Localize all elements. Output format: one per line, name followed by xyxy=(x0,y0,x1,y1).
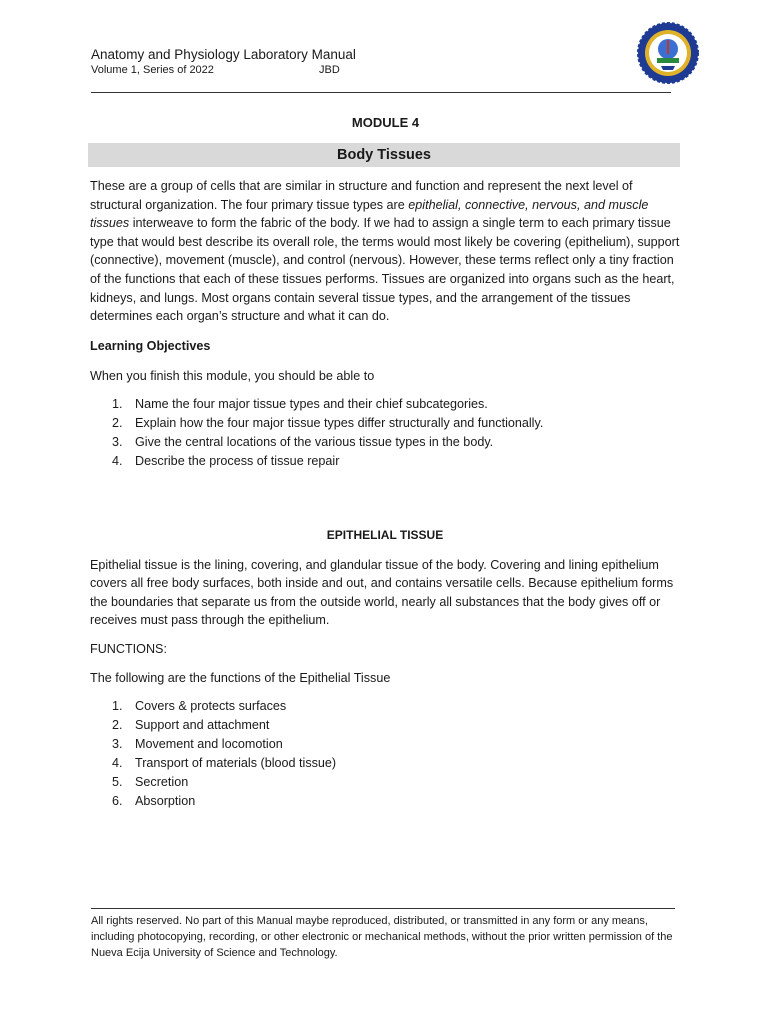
objective-item xyxy=(90,414,680,433)
volume-label: Volume 1, Series of 2022 xyxy=(91,64,214,76)
list-text: Transport of materials (blood tissue) xyxy=(135,756,337,771)
epithelial-paragraph: Epithelial tissue is the lining, covering, and glandular tissue of the body. Covering and lining epithelium covers all free body surfaces, both inside and out, and contains versatile cells. Because epithelium forms the boundaries that separate us from the outside world, nearly all substances that the body gives off or receives must pass through the epithelium. xyxy=(90,557,674,628)
header-rule xyxy=(91,92,671,93)
module-label: MODULE 4 xyxy=(351,115,420,130)
list-number: 5. xyxy=(112,775,123,790)
function-item xyxy=(90,735,680,754)
copyright-notice: All rights reserved. No part of this Manual maybe reproduced, distributed, or transmitted in any form or any means, including photocopying, recording, or other electronic or mechanical methods, without the prior written permission of the Nueva Ecija University of Science and Technology. xyxy=(91,915,673,959)
objectives-section xyxy=(90,337,680,471)
function-item xyxy=(90,754,680,773)
epithelial-heading: EPITHELIAL TISSUE xyxy=(326,528,444,542)
university-seal-icon xyxy=(637,22,699,84)
list-number: 3. xyxy=(112,435,123,450)
page-header xyxy=(91,46,691,77)
manual-title: Anatomy and Physiology Laboratory Manual xyxy=(91,47,356,62)
function-item xyxy=(90,773,680,792)
function-item xyxy=(90,792,680,811)
list-number: 1. xyxy=(112,397,123,412)
objectives-list xyxy=(90,395,680,471)
author-code: JBD xyxy=(319,64,340,76)
function-item xyxy=(90,716,680,735)
list-number: 4. xyxy=(112,756,123,771)
epithelial-section xyxy=(90,526,680,811)
objective-item xyxy=(90,452,680,471)
list-text: Absorption xyxy=(135,794,196,809)
objectives-heading: Learning Objectives xyxy=(90,339,211,353)
objective-item xyxy=(90,395,680,414)
list-number: 1. xyxy=(112,699,123,714)
volume-line xyxy=(91,63,351,77)
list-number: 2. xyxy=(112,718,123,733)
list-text: Explain how the four major tissue types differ structurally and functionally. xyxy=(135,416,544,431)
intro-section xyxy=(90,177,680,326)
function-item xyxy=(90,697,680,716)
section-title: Body Tissues xyxy=(88,143,680,167)
list-number: 2. xyxy=(112,416,123,431)
functions-lead: The following are the functions of the Epithelial Tissue xyxy=(90,670,391,685)
list-number: 6. xyxy=(112,794,123,809)
list-text: Support and attachment xyxy=(135,718,270,733)
functions-list xyxy=(90,697,680,811)
list-text: Name the four major tissue types and their chief subcategories. xyxy=(135,397,488,412)
list-text: Movement and locomotion xyxy=(135,737,283,752)
list-text: Give the central locations of the various tissue types in the body. xyxy=(135,435,494,450)
list-text: Describe the process of tissue repair xyxy=(135,454,340,469)
functions-label: FUNCTIONS: xyxy=(90,641,167,656)
tissue-types-emphasis: epithelial, connective, nervous, and muscle tissues xyxy=(90,197,649,231)
intro-paragraph: These are a group of cells that are similar in structure and function and represent the next level of structural organization. The four primary tissue types are epithelial, connective, nervous, and muscle tissues interweave to form the fabric of the body. If we had to assign a single term to each primary tissue type that would best describe its overall role, the terms would most likely be covering (epithelium), support (connective), movement (muscle), and control (nervous). However, these terms reflect only a tiny fraction of the functions that each of these tissues performs. Tissues are organized into organs such as the heart, kidneys, and lungs. Most organs contain several tissue types, and the arrangement of the tissues determines each organ’s structure and what it can do. xyxy=(90,179,680,324)
list-number: 4. xyxy=(112,454,123,469)
objective-item xyxy=(90,433,680,452)
list-text: Secretion xyxy=(135,775,189,790)
objectives-lead: When you finish this module, you should be able to xyxy=(90,368,375,383)
footer-rule xyxy=(91,908,675,909)
list-text: Covers & protects surfaces xyxy=(135,699,287,714)
list-number: 3. xyxy=(112,737,123,752)
